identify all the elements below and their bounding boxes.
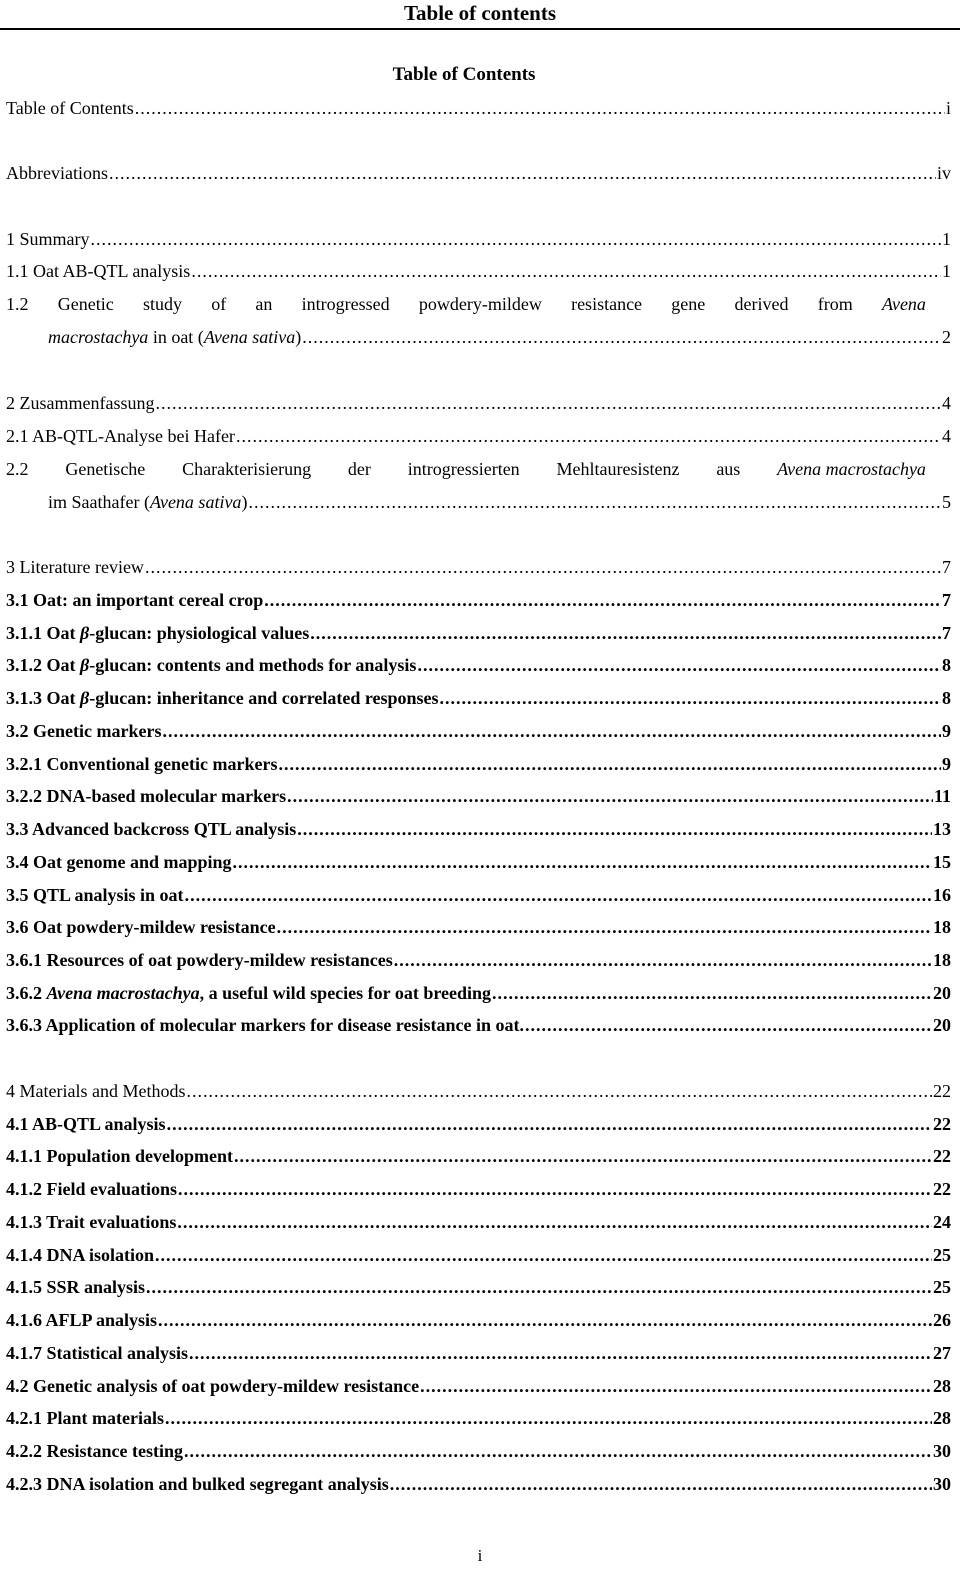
dot-leader — [234, 1143, 932, 1169]
toc-entry[interactable] — [6, 160, 951, 186]
toc-entry-title: 4.1 AB-QTL analysis — [6, 1114, 166, 1134]
toc-entry[interactable] — [6, 1242, 951, 1268]
toc-entry[interactable] — [6, 882, 951, 908]
dot-leader — [394, 947, 932, 973]
dot-leader — [310, 620, 941, 646]
toc-entry-page: 2 — [942, 327, 951, 347]
toc-entry[interactable] — [6, 1111, 951, 1137]
dot-leader — [189, 1340, 932, 1366]
toc-entry-page: 22 — [933, 1114, 951, 1134]
dot-leader — [162, 718, 941, 744]
toc-entry-title: 3.1.2 Oat — [6, 655, 80, 675]
toc-entry[interactable] — [6, 980, 951, 1006]
toc-entry-word: resistance — [571, 294, 643, 314]
dot-leader — [420, 1373, 932, 1399]
toc-entry-title: 4.1.1 Population development — [6, 1146, 234, 1166]
toc-entry-page: 15 — [933, 852, 951, 872]
toc-entry-title: im Saathafer ( — [48, 492, 150, 512]
toc-entry[interactable] — [6, 1209, 951, 1235]
dot-leader — [185, 882, 932, 908]
toc-entry-title: 3.5 QTL analysis in oat — [6, 885, 184, 905]
toc-entry-title: ) — [241, 492, 248, 512]
toc-entry-title: 2.1 AB-QTL-Analyse bei Hafer — [6, 426, 235, 446]
toc-entry-page: 20 — [933, 983, 951, 1003]
dot-leader — [278, 751, 941, 777]
toc-entry-page: 30 — [933, 1474, 951, 1494]
toc-entry-page: 7 — [942, 590, 951, 610]
toc-entry-italic: macrostachya — [48, 327, 149, 347]
dot-leader — [167, 1111, 932, 1137]
toc-entry-page: 1 — [942, 261, 951, 281]
toc-entry-title: in oat ( — [148, 327, 204, 347]
toc-heading: Table of Contents — [392, 64, 536, 85]
toc-entry-word: Avena macrostachya — [777, 459, 926, 479]
toc-entry-title: 3.6 Oat powdery-mildew resistance — [6, 917, 276, 937]
toc-entry-word: powdery-mildew — [418, 294, 542, 314]
toc-entry-title: 4.1.5 SSR analysis — [6, 1277, 146, 1297]
dot-leader — [417, 652, 941, 678]
dot-leader — [277, 914, 932, 940]
toc-entry-italic: Avena sativa — [149, 492, 242, 512]
toc-entry[interactable] — [6, 1340, 951, 1366]
toc-entry-title: -glucan: physiological values — [89, 623, 310, 643]
toc-entry-title: Table of Contents — [6, 98, 134, 118]
toc-entry[interactable] — [6, 390, 951, 416]
dot-leader — [158, 1307, 932, 1333]
toc-entry-page: 28 — [933, 1408, 951, 1428]
toc-entry-italic: β — [80, 688, 90, 708]
toc-entry-title: 4.2 Genetic analysis of oat powdery-mildew resistance — [6, 1376, 420, 1396]
toc-entry[interactable] — [6, 1012, 951, 1038]
toc-entry-title: 3.6.3 Application of molecular markers for disease resistance in oat. — [6, 1015, 524, 1035]
dot-leader — [525, 1012, 932, 1038]
toc-entry-title: 3.2.2 DNA-based molecular markers — [6, 786, 287, 806]
toc-entry[interactable] — [6, 914, 951, 940]
toc-entry-page: 8 — [942, 655, 951, 675]
toc-entry-word: introgressed — [301, 294, 390, 314]
toc-entry-word: derived — [734, 294, 789, 314]
toc-entry-page: 7 — [942, 557, 951, 577]
toc-entry-word: introgressierten — [407, 459, 520, 479]
toc-entry-page: iv — [936, 163, 951, 183]
toc-entry[interactable] — [6, 652, 951, 678]
toc-entry-title: 4.2.3 DNA isolation and bulked segregant analysis — [6, 1474, 389, 1494]
dot-leader — [186, 1078, 932, 1104]
toc-entry-page: 27 — [933, 1343, 951, 1363]
dot-leader — [248, 489, 941, 512]
toc-entry[interactable] — [6, 1438, 951, 1464]
toc-entry-title: 3.2.1 Conventional genetic markers — [6, 754, 278, 774]
toc-entry-page: 25 — [933, 1277, 951, 1297]
toc-entry-word: 2.2 — [6, 459, 29, 479]
dot-leader — [165, 1405, 932, 1431]
dot-leader — [297, 816, 932, 842]
toc-entry-title: 3.6.2 — [6, 983, 47, 1003]
toc-entry-title: 3.4 Oat genome and mapping — [6, 852, 232, 872]
toc-entry-page: 22 — [933, 1179, 951, 1199]
toc-entry-title: 4.2.1 Plant materials — [6, 1408, 164, 1428]
toc-entry[interactable] — [6, 95, 951, 121]
toc-entry-page: 7 — [942, 623, 951, 643]
dot-leader — [492, 980, 932, 1006]
footer-page-number: i — [477, 1546, 483, 1565]
toc-entry-page: 20 — [933, 1015, 951, 1035]
toc-entry-word: der — [347, 459, 371, 479]
toc-entry-title: 4.1.4 DNA isolation — [6, 1245, 155, 1265]
toc-entry-title: 3 Literature review — [6, 557, 144, 577]
dot-leader — [145, 554, 941, 580]
toc-entry-word: gene — [671, 294, 706, 314]
toc-entry-title: 1 Summary — [6, 229, 90, 249]
dot-leader — [91, 226, 942, 252]
toc-entry-title: 4.1.2 Field evaluations — [6, 1179, 178, 1199]
toc-entry[interactable] — [6, 718, 951, 744]
toc-entry-title: ) — [295, 327, 302, 347]
toc-entry-page: 11 — [933, 786, 951, 806]
toc-entry-italic: β — [80, 655, 90, 675]
toc-entry-title: 4.1.3 Trait evaluations — [6, 1212, 177, 1232]
dot-leader — [135, 95, 945, 121]
dot-leader — [236, 423, 941, 449]
toc-entry[interactable] — [6, 816, 951, 842]
toc-entry-title: 3.6.1 Resources of oat powdery-mildew resistances — [6, 950, 393, 970]
toc-entry[interactable] — [6, 258, 951, 284]
toc-entry-word: from — [817, 294, 853, 314]
dot-leader — [440, 685, 941, 711]
toc-entry-word: study — [142, 294, 182, 314]
toc-entry[interactable] — [6, 1274, 951, 1300]
toc-entry[interactable] — [6, 587, 951, 613]
toc-entry-page: i — [945, 98, 951, 118]
toc-entry-word: of — [211, 294, 227, 314]
toc-entry-word: Genetic — [57, 294, 114, 314]
toc-entry-page: 26 — [933, 1310, 951, 1330]
dot-leader — [191, 258, 941, 284]
toc-entry-word: 1.2 — [6, 294, 29, 314]
toc-entry-page: 25 — [933, 1245, 951, 1265]
toc-entry-page: 30 — [933, 1441, 951, 1461]
dot-leader — [178, 1176, 932, 1202]
toc-entry-word: Genetische — [65, 459, 146, 479]
toc-entry-title: 3.1.1 Oat — [6, 623, 80, 643]
toc-entry-title: Abbreviations — [6, 163, 108, 183]
toc-entry-page: 28 — [933, 1376, 951, 1396]
toc-entry-page: 18 — [933, 917, 951, 937]
toc-entry[interactable] — [6, 1176, 951, 1202]
toc-entry[interactable] — [6, 1471, 951, 1497]
toc-entry[interactable] — [6, 620, 951, 646]
toc-entry[interactable] — [6, 1307, 951, 1333]
toc-entry-page: 9 — [942, 721, 951, 741]
toc-entry-title: -glucan: inheritance and correlated responses — [89, 688, 439, 708]
toc-entry[interactable] — [6, 1405, 951, 1431]
toc-entry[interactable] — [6, 423, 951, 449]
toc-entry[interactable] — [6, 751, 951, 777]
toc-entry-page: 22 — [933, 1146, 951, 1166]
toc-entry[interactable] — [6, 849, 951, 875]
toc-entry-page: 4 — [942, 426, 951, 446]
toc-entry-title: , a useful wild species for oat breeding — [199, 983, 491, 1003]
toc-entry-title: 4.1.7 Statistical analysis — [6, 1343, 189, 1363]
dot-leader — [302, 324, 941, 347]
dot-leader — [109, 160, 936, 186]
dot-leader — [155, 1242, 932, 1268]
toc-entry-word: an — [255, 294, 273, 314]
toc-entry-title: 4.2.2 Resistance testing — [6, 1441, 183, 1461]
toc-entry-title: 1.1 Oat AB-QTL analysis — [6, 261, 191, 281]
toc-entry-word: Mehltauresistenz — [556, 459, 680, 479]
dot-leader — [177, 1209, 932, 1235]
toc-entry-page: 13 — [933, 819, 951, 839]
toc-entry-page: 8 — [942, 688, 951, 708]
dot-leader — [287, 783, 933, 809]
toc-entry-title: 3.3 Advanced backcross QTL analysis — [6, 819, 297, 839]
toc-entry[interactable] — [6, 291, 951, 347]
toc-entry-page: 18 — [933, 950, 951, 970]
toc-entry-page: 4 — [942, 393, 951, 413]
toc-entry[interactable] — [6, 685, 951, 711]
toc-entry[interactable] — [6, 554, 951, 580]
toc-entry-title: 3.1.3 Oat — [6, 688, 80, 708]
toc-entry-title: 3.1 Oat: an important cereal crop — [6, 590, 264, 610]
header-title: Table of contents — [403, 1, 557, 25]
toc-entry-page: 24 — [933, 1212, 951, 1232]
dot-leader — [264, 587, 941, 613]
page-header — [0, 0, 960, 30]
toc-entry-page: 9 — [942, 754, 951, 774]
toc-entry-word: Charakterisierung — [182, 459, 312, 479]
toc-entry-title: 4.1.6 AFLP analysis — [6, 1310, 158, 1330]
toc-entry-title: -glucan: contents and methods for analysis — [89, 655, 417, 675]
toc-entry[interactable] — [6, 947, 951, 973]
dot-leader — [233, 849, 932, 875]
toc-entry-page: 5 — [942, 492, 951, 512]
toc-entry-word: aus — [716, 459, 741, 479]
toc-entry-italic: β — [80, 623, 90, 643]
toc-entry[interactable] — [6, 456, 951, 512]
toc-entry-page: 22 — [933, 1081, 951, 1101]
dot-leader — [184, 1438, 932, 1464]
dot-leader — [390, 1471, 932, 1497]
dot-leader — [155, 390, 941, 416]
dot-leader — [146, 1274, 932, 1300]
toc-entry[interactable] — [6, 783, 951, 809]
toc-entry-word: Avena — [881, 294, 926, 314]
toc-entry[interactable] — [6, 1143, 951, 1169]
toc-entry-title: 2 Zusammenfassung — [6, 393, 155, 413]
toc-entry-italic: Avena sativa — [203, 327, 296, 347]
toc-entry-title: 3.2 Genetic markers — [6, 721, 162, 741]
toc-entry-page: 16 — [933, 885, 951, 905]
toc-entry[interactable] — [6, 1373, 951, 1399]
toc-entry[interactable] — [6, 226, 951, 252]
toc-entry-italic: Avena macrostachya — [46, 983, 200, 1003]
toc-entry-page: 1 — [942, 229, 951, 249]
toc-entry[interactable] — [6, 1078, 951, 1104]
toc-entry-title: 4 Materials and Methods — [6, 1081, 186, 1101]
